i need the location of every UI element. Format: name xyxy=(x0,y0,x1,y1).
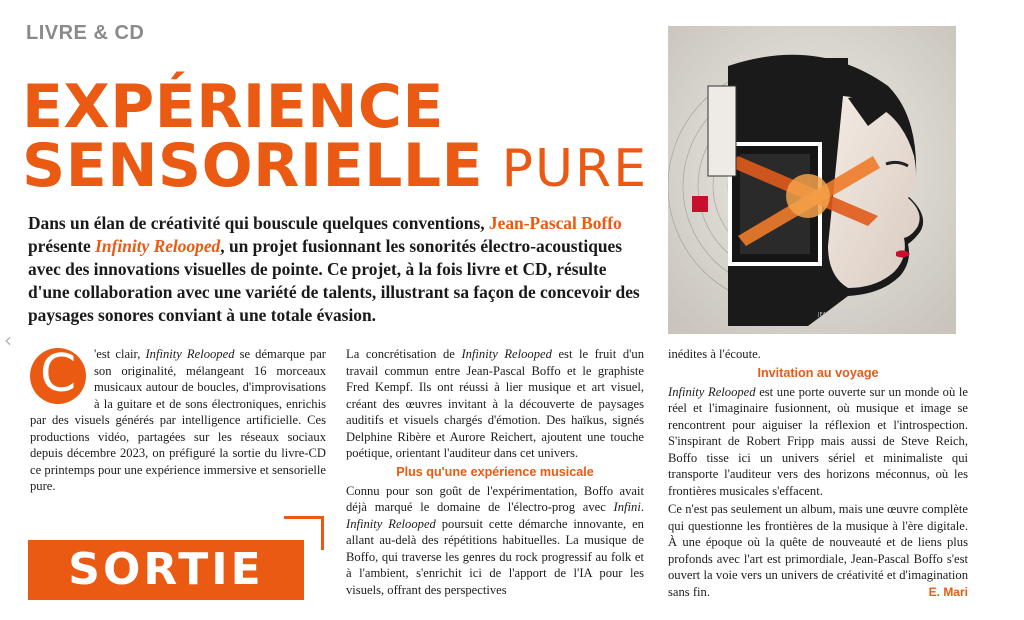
album-name: Infinity Relooped xyxy=(346,516,436,531)
sortie-box xyxy=(28,540,304,600)
sortie-banner xyxy=(28,516,326,604)
column-1 xyxy=(30,346,326,497)
subhead: Invitation au voyage xyxy=(757,365,879,380)
title-light-word: PURE xyxy=(483,138,649,199)
cover-text-line-2: INFINITY RELOOPED xyxy=(818,320,868,326)
text: . xyxy=(640,500,644,514)
byline: E. Mari xyxy=(928,584,968,599)
paragraph: inédites à l'écoute. xyxy=(668,347,761,361)
cover-text-line-1: JEAN-PASCAL BOFFO xyxy=(818,312,870,318)
text: se démarque par son originalité, mélangeant 16 morceaux musicaux autour de boucles, d'improvisations à la guitare et de sons électroniques, enrichis par des visuels générés par intelligence artificielle. Ces productions vidéo, partagées sur les réseaux sociaux depuis décembre 2023, on préfiguré la sortie du livre-CD ce printemps pour une expérience immersive et sensorielle pure. xyxy=(30,347,326,493)
column-2 xyxy=(346,346,644,600)
article-title xyxy=(22,72,649,201)
paragraph xyxy=(346,483,644,599)
paragraph xyxy=(668,501,968,600)
paragraph xyxy=(668,384,968,500)
album-name: Infinity Relooped xyxy=(95,236,221,256)
section-kicker: LIVRE & CD xyxy=(26,22,145,44)
subhead: Plus qu'une expérience musicale xyxy=(396,464,594,479)
artist-name: Jean-Pascal Boffo xyxy=(488,213,622,233)
text: Ce n'est pas seulement un album, mais une œuvre complète qui questionne les frontières de la musique à l'ère digitale. À une époque où la quête de nouveauté et de liens plus profonds avec l'art est primordiale, Jean-Pascal Boffo s'est ouvert la voie vers un univers de créativité et d'imagination sans fin. xyxy=(668,502,968,599)
article-lead xyxy=(28,212,648,327)
dropcap xyxy=(30,344,88,410)
chevron-left-icon[interactable]: ‹ xyxy=(4,328,12,352)
text: est le fruit d'un travail commun entre Jean-Pascal Boffo et le graphiste Fred Kempf. Ils ont réussi à lier musique et art visuel, créant des œuvres invitant à la découverte de paysages auditifs et visuels chargés d'émotion. Des haïkus, signés Delphine Ribère et Aurore Reichert, ajoutent une touche poétique, orientant l'auditeur dans cet univers. xyxy=(346,347,644,460)
album-name: Infinity Relooped xyxy=(668,384,756,399)
title-bold-word: SENSORIELLE xyxy=(22,130,484,201)
lead-text: Dans un élan de créativité qui bouscule quelques conventions, xyxy=(28,213,489,233)
album-cover-image xyxy=(668,26,956,334)
album-name: Infini xyxy=(613,500,641,514)
album-name: Infinity Relooped xyxy=(461,347,552,361)
text: est une porte ouverte sur un monde où le réel et l'imaginaire fusionnent, où musique et image se rencontrent pour aiguiser la réflexion et l'introspection. S'inspirant de Robert Fripp mais aussi de Steve Reich, Boffo tisse ici un univers sériel et minimaliste qui transporte l'auditeur vers des horizons méconnus, où les frontières musicales s'effacent. xyxy=(668,384,968,498)
text: 'est clair, xyxy=(94,347,146,361)
column-3 xyxy=(668,346,968,602)
text: poursuit cette démarche innovante, en allant au-delà des répétitions habituelles. La musique de Boffo, qui traverse les genres du rock progressif au folk et à l'ambient, s'enrichit ici de l'apport de l'IA pour les visuels, offrant des perspectives xyxy=(346,516,644,597)
title-line-1: EXPÉRIENCE xyxy=(22,72,444,142)
lead-text: présente xyxy=(28,236,96,256)
lead-text: , un projet fusionnant les sonorités électro-acoustiques avec des innovations visuelles de pointe. Ce projet, à la fois livre et CD, résulte d'une collaboration avec une variété de talents, illustrant sa façon de concevoir des paysages sonores conviant à une totale évasion. xyxy=(28,236,640,325)
paragraph xyxy=(346,346,644,462)
text: La concrétisation de xyxy=(346,347,462,361)
album-name: Infinity Relooped xyxy=(145,347,235,361)
text: Connu pour son goût de l'expérimentation, Boffo avait déjà marqué le domaine de l'électro-prog avec xyxy=(346,483,644,514)
title-line-2 xyxy=(22,130,649,201)
sortie-label: SORTIE xyxy=(68,544,264,595)
dropcap-letter: C xyxy=(40,344,77,404)
